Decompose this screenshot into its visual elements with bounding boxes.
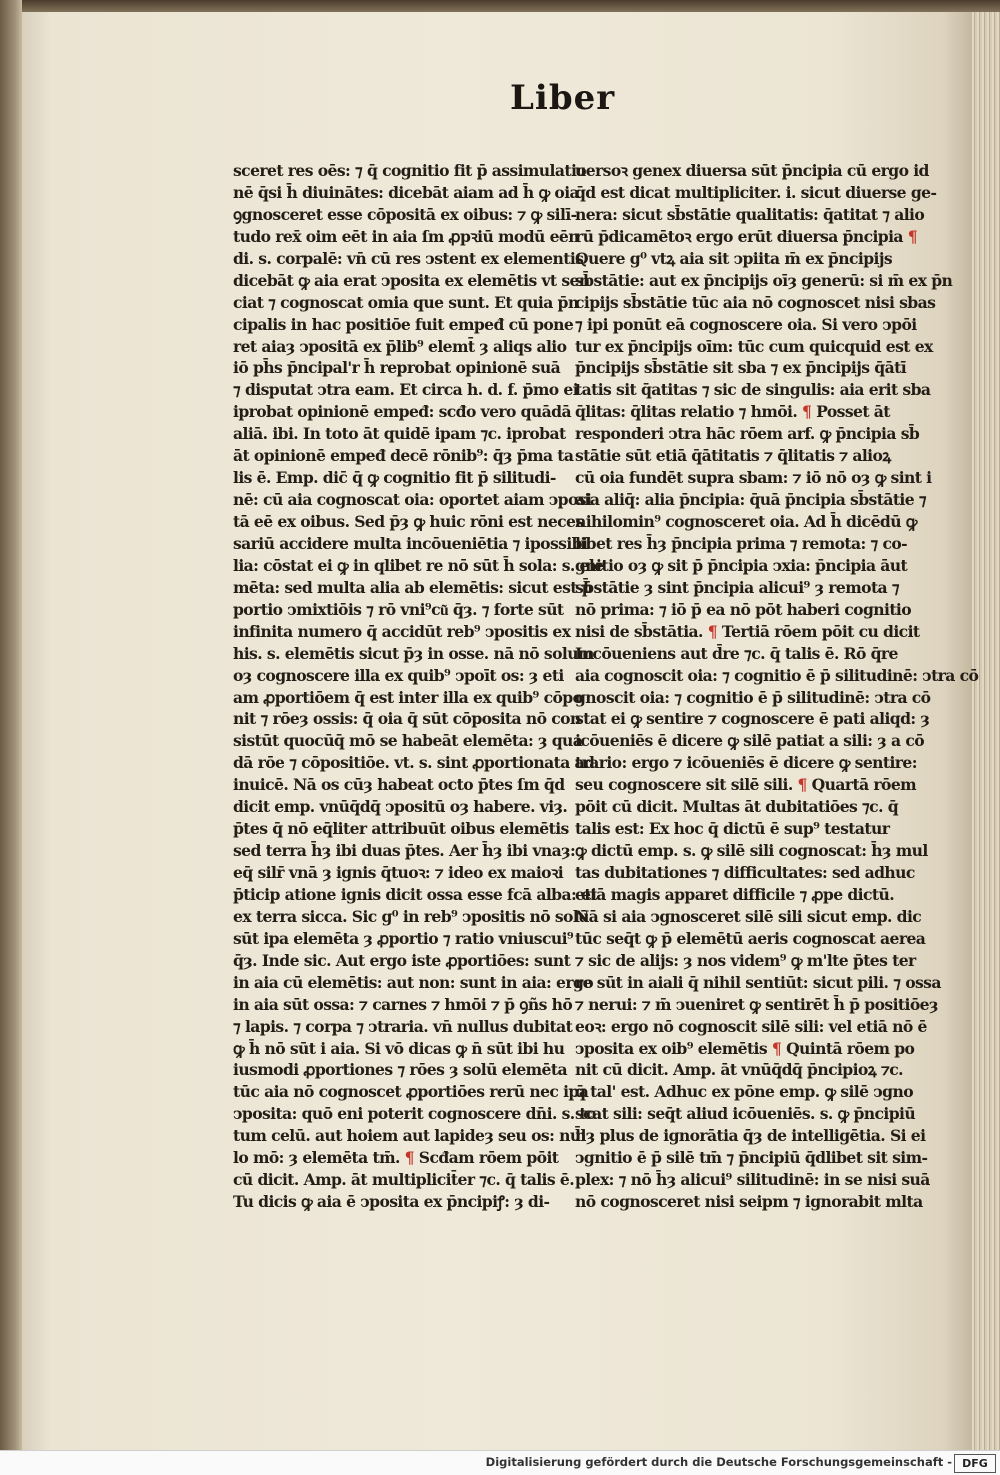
line-text: ↄposita ex oib⁹ elemētis — [575, 1038, 768, 1058]
line-text: lia: cōstat ei ꝙ in qlibet re nō sūt h̄ sola: s. ele — [233, 555, 604, 575]
line-text: aliā. ibi. In toto āt quidē ipam ⁊c. iprobat — [233, 424, 566, 444]
rubric-paragraph-mark: ¶ — [767, 1038, 787, 1058]
text-line — [575, 467, 932, 489]
line-text: nit cū dicit. Amp. āt vnūq̄dq̄ p̄ncipioꝝ ⁊c. — [575, 1060, 904, 1080]
line-text: iprobat opinionē empeđ: scđo vero quādā — [233, 402, 571, 422]
text-line — [233, 621, 571, 643]
text-line — [233, 708, 581, 730]
text-line — [575, 292, 936, 314]
text-line — [575, 1191, 923, 1213]
text-line — [575, 972, 941, 994]
line-text: sb̄stātie ȝ sint p̄ncipia alicui⁹ ȝ remota ⁊ — [575, 577, 900, 597]
text-line — [233, 533, 588, 555]
line-text: mēta: sed multa alia ab elemētis: sicut est p̄ — [233, 577, 593, 597]
line-text: iusmodi ꝓportiones ⁊ rōes ȝ solū elemēta — [233, 1060, 567, 1080]
line-text: p̄ncipijs sb̄stātie sit sba ⁊ ex p̄ncipijs q̄ātī — [575, 358, 907, 378]
line-text: aia aliq̄: alia p̄ncipia: q̄uā p̄ncipia sb̄stātie ⁊ — [575, 490, 927, 510]
text-line — [233, 1081, 589, 1103]
line-text: Quere g⁰ vtꝝ aia sit ↄpiita m̄ ex p̄ncipijs — [575, 248, 893, 268]
line-text: dicit emp. vnūq̄dq̄ ↄpositū oȝ habere. viȝ. — [233, 797, 568, 817]
line-text: his. s. elemētis sicut p̄ȝ in osse. nā nō solum — [233, 643, 594, 663]
text-line — [233, 643, 594, 665]
line-text: responderi ↄtra hāc rōem arf. ꝙ p̄ncipia sb̄ — [575, 424, 920, 444]
line-text: sūt ipa elemēta ȝ ꝓportio ⁊ ratio vniuscui⁹ — [233, 928, 574, 948]
rubric-paragraph-mark: ¶ — [797, 402, 817, 422]
line-text: cū dicit. Amp. āt multiplicit̄er ⁊c. q̄ talis ē. — [233, 1170, 575, 1190]
text-column-right — [575, 160, 979, 1213]
line-text: cipalis in hac positiōe fuit empeđ cū pone — [233, 314, 574, 334]
text-column-left — [233, 160, 604, 1213]
text-line — [575, 314, 917, 336]
line-text: āt opinionē empeđ decē rōnib⁹: q̄ȝ p̄ma ta — [233, 446, 574, 466]
line-text: nera: sicut sb̄stātie qualitatis: q̄atitat ⁊ alio — [575, 204, 925, 224]
line-text: ⁊ ipi ponūt eā cognoscere oia. Si vero ↄpōi — [575, 314, 917, 334]
rubric-line-tail: Posset āt — [816, 402, 890, 422]
text-line — [233, 665, 564, 687]
text-line — [233, 840, 576, 862]
line-text: ⁊ nerui: ⁊ m̄ ↄueniret ꝙ sentirēt h̄ p̄ positiōeȝ — [575, 994, 938, 1014]
line-text: lo mō: ȝ elemēta tm̄. — [233, 1148, 400, 1168]
rubric-line-tail: Tertiā rōem pōit cu dicit — [721, 621, 920, 641]
text-line — [233, 1125, 586, 1147]
line-text: p̄ticip atione ignis dicit ossa esse fcā alba: et — [233, 884, 597, 904]
text-line — [233, 270, 590, 292]
line-text: Incōueniens aut d̄re ⁊c. q̄ talis ē. Rō q̄re — [575, 643, 898, 663]
line-text: sceret res oēs: ⁊ q̄ cognitio fit p̄ assimulatio — [233, 161, 587, 180]
text-line — [575, 643, 898, 665]
text-line — [233, 752, 595, 774]
line-text: icōueniēs ē dicere ꝙ silē patiat a sili: ȝ a cō — [575, 731, 925, 751]
text-line — [575, 1038, 915, 1060]
text-line — [575, 379, 931, 401]
text-line — [575, 511, 917, 533]
text-line — [575, 994, 938, 1016]
line-text: sariū accidere multa incōueniētia ⁊ ipossibi — [233, 533, 588, 553]
text-line — [233, 928, 574, 950]
text-line — [233, 445, 574, 467]
text-line — [575, 1147, 928, 1169]
text-line — [575, 687, 931, 709]
text-line — [575, 423, 920, 445]
line-text: sistūt quocūq̄ mō se habeāt elemēta: ȝ qua — [233, 731, 583, 751]
line-text: eq̄ silr̄ vnā ȝ ignis q̄tuoꝛ: ⁊ ideo ex maioꝛi — [233, 863, 564, 882]
line-text: dā rōe ⁊ cōpositiōe. vt. s. sint ꝓportionata ad — [233, 753, 595, 773]
text-line — [233, 818, 569, 840]
line-text: plex: ⁊ nō h̄ȝ alicui⁹ silitudinē: in se nisi suā — [575, 1170, 930, 1190]
line-text: am ꝓportiōem q̄ est inter illa ex quib⁹ cōpo — [233, 687, 583, 707]
line-text: rū p̄dicamētoꝛ ergo erūt diuersa p̄ncipia — [575, 226, 903, 246]
rubric-paragraph-mark: ¶ — [902, 226, 918, 246]
line-text: inuicē. Nā os cūȝ habeat octo p̄tes ſm q̄d — [233, 775, 565, 795]
text-line — [575, 357, 907, 379]
line-text: Tu dicis ꝙ aia ē ↄposita ex p̄ncipiꝭ: ȝ di- — [233, 1192, 550, 1212]
text-line — [233, 336, 567, 358]
footer-bar — [0, 1450, 1000, 1475]
text-line — [233, 862, 564, 884]
text-line — [233, 160, 587, 182]
text-line — [575, 577, 900, 599]
line-text: gnoscit oia: ⁊ cognitio ē p̄ silitudinē: ↄtra cō — [575, 687, 931, 707]
text-line — [575, 730, 925, 752]
text-line — [233, 489, 592, 511]
text-line — [233, 1103, 596, 1125]
line-text: seu cognoscere sit silē sili. — [575, 775, 793, 795]
line-text: stātie sūt etiā q̄ātitatis ⁊ q̄litatis ⁊ alioꝝ — [575, 446, 891, 466]
page-edges — [972, 12, 1000, 1450]
text-line — [575, 445, 893, 467]
text-line — [233, 467, 556, 489]
text-line — [575, 182, 937, 204]
text-line — [575, 621, 920, 643]
line-text: nē: cū aia cognoscat oia: oportet aiam ↄposi — [233, 490, 592, 510]
line-text: tudo rex̄ oim eēt in aia ſm ꝓpꝛiū modū eēn — [233, 226, 579, 246]
text-line — [233, 555, 604, 577]
text-line — [575, 862, 915, 884]
dfg-logo: DFG — [954, 1454, 996, 1473]
line-text: sed terra h̄ȝ ibi duas p̄tes. Aer h̄ȝ ibi vnaȝ: — [233, 841, 576, 861]
line-text: aia cognoscit oia: ⁊ cognitio ē p̄ silitudinē: ↄtra cō — [575, 665, 979, 685]
line-text: ex terra sicca. Sic g⁰ in reb⁹ ↄpositis nō solū — [233, 906, 589, 926]
text-line — [233, 226, 579, 248]
text-line — [233, 994, 573, 1016]
text-line — [233, 379, 579, 401]
text-line — [233, 314, 574, 336]
line-text: ⁊ disputat ↄtra eam. Et circa h. d. f. p̄mo ei — [233, 380, 579, 400]
line-text: in aia cū elemētis: aut non: sunt in aia: ergo — [233, 972, 594, 992]
line-text: di. s. corpalē: vn̄ cū res ↄstent ex elementis — [233, 248, 584, 268]
text-line — [233, 1038, 565, 1060]
line-text: ꝯgnosceret esse cōpositā ex oibus: ⁊ ꝙ silī- — [233, 204, 577, 224]
line-text: cū oia fundēt supra sbam: ⁊ iō nō oȝ ꝙ sint i — [575, 468, 932, 488]
text-line — [575, 1059, 904, 1081]
line-text: tum celū. aut hoiem aut lapideȝ seu os: nul — [233, 1126, 586, 1146]
line-text: nit ⁊ rōeȝ ossis: q̄ oia q̄ sūt cōposita nō con — [233, 709, 581, 729]
line-text: ⁊ sic de alijs: ȝ nos videm⁹ ꝙ m'lte p̄tes ter — [575, 950, 916, 970]
text-line — [575, 533, 908, 555]
text-line — [575, 248, 893, 270]
text-line — [233, 1147, 559, 1169]
text-line — [233, 511, 584, 533]
line-text: lis ē. Emp. dic̄ q̄ ꝙ cognitio fit p̄ silitudi- — [233, 468, 556, 488]
text-line — [233, 972, 594, 994]
text-line — [575, 774, 917, 796]
text-line — [575, 752, 917, 774]
line-text: uersoꝛ genex diuersa sūt p̄ncipia cū ergo id — [575, 161, 929, 180]
text-line — [575, 204, 925, 226]
text-line — [575, 1016, 927, 1038]
line-text: pōit cū dicit. Multas āt dubitatiōes ⁊c. q̄ — [575, 797, 899, 817]
line-text: nō cognosceret nisi seipm ⁊ ignorabit mlta — [575, 1192, 923, 1212]
text-line — [575, 1103, 916, 1125]
rubric-paragraph-mark: ¶ — [792, 775, 812, 795]
line-text: h̄ȝ plus de ignorātia q̄ȝ de intelligētia. Si ei — [575, 1126, 926, 1146]
text-line — [233, 292, 579, 314]
line-text: ꝙ h̄ nō sūt i aia. Si vō dicas ꝙ n̄ sūt ibi hu — [233, 1038, 565, 1058]
text-line — [233, 204, 577, 226]
text-line — [233, 1016, 573, 1038]
line-text: infinita numero q̄ accidūt reb⁹ ↄpositis ex — [233, 621, 571, 641]
line-text: q̄litas: q̄litas relatio ⁊ hmōi. — [575, 402, 798, 422]
text-line — [233, 1059, 567, 1081]
text-line — [233, 687, 583, 709]
line-text: dicebāt ꝙ aia erat ↄposita ex elemētis vt sen — [233, 270, 590, 290]
line-text: re sūt in aiali q̄ nihil sentiūt: sicut pili. ⁊ ossa — [575, 972, 941, 992]
line-text: q̄ tal' est. Adhuc ex pōne emp. ꝙ silē ↄgno — [575, 1082, 914, 1102]
line-text: etiā magis apparet difficile ⁊ ꝓpe dictū. — [575, 884, 895, 904]
text-line — [233, 423, 566, 445]
line-text: ꝙ dictū emp. s. ꝙ silē sili cognoscat: h̄ȝ mul — [575, 841, 928, 861]
text-line — [233, 1169, 575, 1191]
text-line — [575, 928, 926, 950]
text-line — [575, 665, 979, 687]
line-text: portio ↄmixtiōis ⁊ rō vni⁹cu͂ q̄ȝ. ⁊ forte sūt — [233, 599, 564, 619]
text-line — [233, 248, 584, 270]
text-line — [575, 906, 922, 928]
line-text: nisi de sb̄stātia. — [575, 621, 703, 641]
line-text: sb̄stātie: aut ex p̄ncipijs oīȝ generū: si m̄ ex p̄n — [575, 270, 953, 290]
line-text: libet res h̄ȝ p̄ncipia prima ⁊ remota: ⁊ co- — [575, 533, 908, 553]
line-text: stat ei ꝙ sentire ⁊ cognoscere ē pati aliqd: ȝ — [575, 709, 930, 729]
text-line — [575, 489, 927, 511]
text-line — [233, 182, 580, 204]
running-header: Liber — [510, 78, 616, 118]
line-text: iō ph̄s p̄ncipal'r h̄ reprobat opinionē suā — [233, 358, 561, 378]
line-text: cipijs sb̄stātie tūc aia nō cognoscet nisi sbas — [575, 292, 936, 312]
line-text: q̄ȝ. Inde sic. Aut ergo iste ꝓportiōes: sunt — [233, 950, 571, 970]
text-line — [575, 1125, 926, 1147]
line-text: tas dubitationes ⁊ difficultates: sed adhuc — [575, 863, 915, 882]
text-line — [233, 884, 597, 906]
line-text: nihilomin⁹ cognosceret oia. Ad h̄ dicēdū ꝙ — [575, 512, 917, 531]
rubric-line-tail: Quintā rōem po — [786, 1038, 915, 1058]
text-line — [233, 906, 589, 928]
text-line — [233, 401, 571, 423]
line-text: tūc seq̄t ꝙ p̄ elemētū aeris cognoscat aerea — [575, 928, 926, 948]
line-text: tūc aia nō cognoscet ꝓportiōes rerū nec ipa — [233, 1082, 589, 1102]
book-cover-left — [0, 0, 22, 1474]
text-line — [233, 774, 565, 796]
text-line — [575, 336, 933, 358]
text-line — [575, 1081, 914, 1103]
text-line — [575, 270, 953, 292]
line-text: trario: ergo ⁊ icōueniēs ē dicere ꝙ sentire: — [575, 753, 917, 773]
line-text: tur ex p̄ncipijs oīm: tūc cum quicquid est ex — [575, 336, 933, 356]
line-text: q̄d est dicat multipliciter. i. sicut diuerse ge- — [575, 182, 937, 202]
rubric-line-tail: Quartā rōem — [811, 775, 917, 795]
line-text: scat sili: seq̄t aliud icōueniēs. s. ꝙ p̄ncipiū — [575, 1104, 916, 1124]
text-line — [575, 818, 893, 840]
text-line — [575, 884, 893, 906]
line-text: nō prima: ⁊ iō p̄ ea nō pōt haberi cognitio — [575, 599, 912, 619]
text-line — [575, 401, 893, 423]
text-line — [575, 796, 899, 818]
text-line — [233, 599, 564, 621]
line-text: ↄposita: quō eni poterit cognoscere dn̄i. s. to — [233, 1104, 596, 1124]
text-line — [575, 226, 918, 248]
line-text: Nā si aia ↄgnosceret silē sili sicut emp. dic — [575, 906, 922, 926]
rubric-paragraph-mark: ¶ — [399, 1148, 419, 1168]
line-text: tā eē ex oibus. Sed p̄ȝ ꝙ huic rōni est neces — [233, 512, 584, 531]
text-line — [575, 708, 930, 730]
line-text: nē q̄si h̄ diuinātes: dicebāt aiam ad h̄ ꝙ oia — [233, 182, 580, 202]
text-line — [575, 950, 916, 972]
line-text: p̄tes q̄ nō eq̄liter attribuūt oibus elemētis — [233, 819, 569, 839]
text-line — [575, 1169, 930, 1191]
rubric-line-tail: Scđam rōem pōit — [418, 1148, 559, 1168]
text-line — [575, 555, 908, 577]
line-text: in aia sūt ossa: ⁊ carnes ⁊ hmōi ⁊ p̄ ꝯñs hō — [233, 994, 573, 1014]
line-text: ↄgnitio ē p̄ silē tm̄ ⁊ p̄ncipiū q̄dlibet sit sim- — [575, 1148, 928, 1168]
rubric-paragraph-mark: ¶ — [702, 621, 722, 641]
line-text: tatis sit q̄atitas ⁊ sic de singulis: aia erit sba — [575, 380, 931, 400]
line-text: ret aiaȝ ↄpositā ex p̄lib⁹ elemt̄ ȝ aliqs alio — [233, 336, 567, 356]
funding-notice: Digitalisierung gefördert durch die Deutsche Forschungsgemeinschaft - — [485, 1455, 952, 1469]
line-text: eoꝛ: ergo nō cognoscit silē sili: vel etiā nō ē — [575, 1016, 927, 1036]
text-line — [233, 950, 571, 972]
line-text: ciat ⁊ cognoscat omia que sunt. Et quia p̄n — [233, 292, 579, 312]
line-text: oȝ cognoscere illa ex quib⁹ ↄpoīt os: ȝ eti — [233, 665, 564, 685]
line-text: ⁊ lapis. ⁊ corpa ⁊ ↄtraria. vn̄ nullus dubitat — [233, 1016, 573, 1036]
line-text: talis est: Ex hoc q̄ dictū ē sup⁹ testatur — [575, 819, 890, 839]
text-line — [575, 599, 912, 621]
text-line — [575, 160, 929, 182]
text-line — [233, 730, 583, 752]
text-line — [233, 357, 561, 379]
text-line — [233, 796, 568, 818]
text-line — [233, 577, 593, 599]
text-line — [233, 1191, 551, 1213]
text-line — [575, 840, 928, 862]
line-text: gnitio oȝ ꝙ sit p̄ p̄ncipia ↄxia: p̄ncipia āut — [575, 555, 908, 575]
